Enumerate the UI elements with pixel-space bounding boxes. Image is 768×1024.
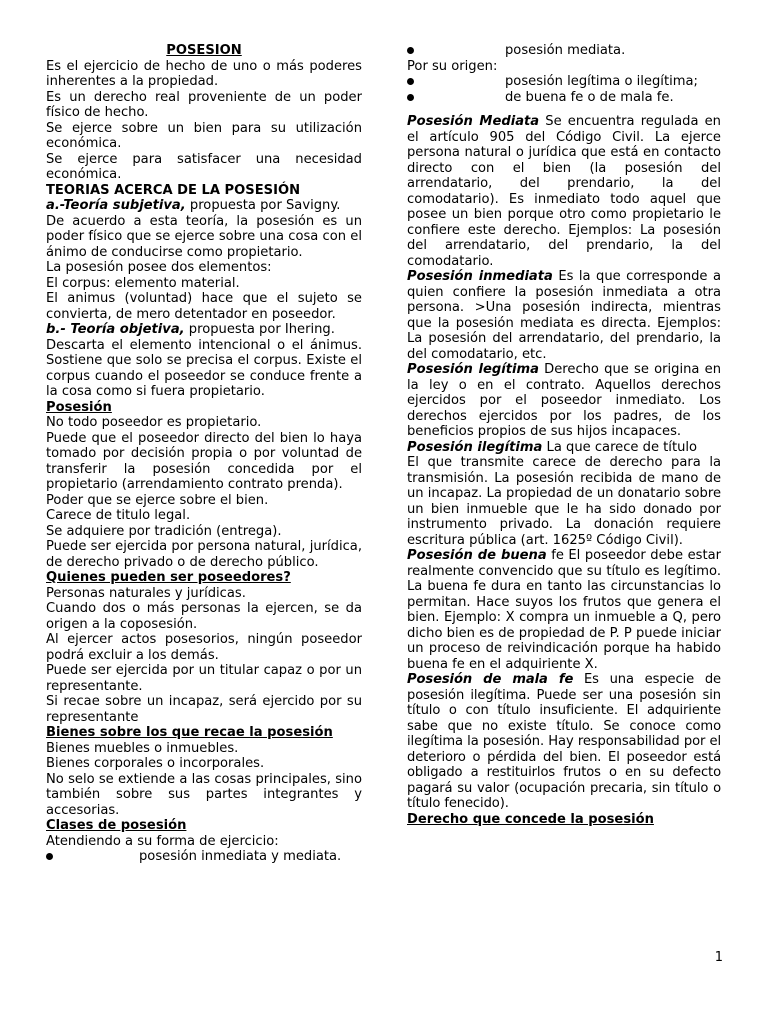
mediata-text: Se encuentra regulada en el artículo 905 del Código Civil. La ejerce persona natural o jurídica que está en contacto directo con el bien (la posesión del arrendatario, del prendario, la del comodatario). Es inmediato todo aquel que posee un bien porque otro como propietario le confiere este derecho. Ejemplos: La posesión del arrendatario, del prendario, la del comodatario. xyxy=(407,114,721,269)
right-column xyxy=(407,43,721,827)
bullet-dot-icon xyxy=(46,853,53,860)
body-paragraph: El que transmite carece de derecho para la transmisión. La posesión recibida de mano de un incapaz. La propiedad de un donatario sobre un bien inmueble que le ha sido donado por instrumento privado. La donación requiere escritura pública (art. 1625º Código Civil). xyxy=(407,455,721,548)
legitima-term: Posesión legítima xyxy=(407,362,539,377)
legitima-text: Derecho que se origina en la ley o en el contrato. Aquellos derechos ejercidos por el poseedor inmediato. Los derechos ejercidos por los padres, de los beneficios propios de sus hijos incapaces. xyxy=(407,362,721,439)
page-number: 1 xyxy=(714,950,723,965)
objetiva-rest: propuesta por Ihering. xyxy=(184,322,335,337)
list-item-text: posesión mediata. xyxy=(505,43,626,58)
bullet-list xyxy=(46,849,362,865)
objetiva-term: b.- Teoría objetiva, xyxy=(46,322,185,337)
body-paragraph: Bienes muebles o inmuebles. xyxy=(46,740,239,756)
bullet-dot-icon xyxy=(407,78,414,85)
list-item xyxy=(407,90,721,106)
ilegitima-term: Posesión ilegítima xyxy=(407,439,543,455)
body-paragraph: El animus (voluntad) hace que el sujeto se convierta, de mero detentador en poseedor. xyxy=(46,291,362,322)
list-item xyxy=(46,849,362,865)
inmediata-term: Posesión inmediata xyxy=(407,269,553,284)
legitima-paragraph xyxy=(407,362,721,440)
bullet-list xyxy=(407,74,721,105)
body-paragraph: No selo se extiende a las cosas principales, sino también sobre sus partes integrantes y accesorias. xyxy=(46,771,362,818)
definition-paragraph: Se ejerce para satisfacer una necesidad económica. xyxy=(46,151,362,182)
list-item-text: posesión inmediata y mediata. xyxy=(139,849,342,864)
subjetiva-rest: propuesta por Savigny. xyxy=(185,198,341,213)
spacer xyxy=(407,105,721,114)
subjetiva-paragraph xyxy=(46,198,362,214)
section-heading-derecho: Derecho que concede la posesión xyxy=(407,811,654,827)
body-paragraph: Puede que el poseedor directo del bien lo haya tomado por decisión propia o por voluntad de transferir la posesión concedida por el propietario (arrendamiento contrato prenda). xyxy=(46,430,362,492)
inmediata-paragraph xyxy=(407,269,721,362)
definition-paragraph: Es el ejercicio de hecho de uno o más poderes inherentes a la propiedad. xyxy=(46,58,362,89)
body-paragraph: Cuando dos o más personas la ejercen, se da origen a la coposesión. xyxy=(46,601,362,632)
body-paragraph: Al ejercer actos posesorios, ningún poseedor podrá excluir a los demás. xyxy=(46,632,362,663)
section-heading-clases: Clases de posesión xyxy=(46,818,187,833)
ilegitima-text: La que carece de título xyxy=(542,439,698,455)
list-item-text: posesión legítima o ilegítima; xyxy=(505,74,698,89)
objetiva-paragraph xyxy=(46,322,362,338)
mala-fe-text: Es una especie de posesión ilegítima. Puede ser una posesión sin título o con título insuficiente. El adquiriente sabe que no existe título. Se conoce como ilegítima la posesión. Hay responsabilidad por el deterioro o pérdida del bien. El poseedor está obligado a restituirlos frutos o en su defecto pagará su valor (ocupación precaria, sin título o título fenecido). xyxy=(407,672,721,811)
left-column xyxy=(46,43,362,865)
section-heading-bienes: Bienes sobre los que recae la posesión xyxy=(46,725,333,740)
body-paragraph: Descarta el elemento intencional o el ánimus. Sostiene que solo se precisa el corpus. Existe el corpus cuando el poseedor se conduce frente a la cosa como si fuera propietario. xyxy=(46,337,362,399)
ilegitima-paragraph xyxy=(407,440,721,456)
body-paragraph: Si recae sobre un incapaz, será ejercido por su representante xyxy=(46,694,362,725)
bullet-dot-icon xyxy=(407,94,414,101)
body-paragraph: Por su origen: xyxy=(407,58,498,74)
body-paragraph: Puede ser ejercida por persona natural, jurídica, de derecho privado o de derecho público. xyxy=(46,539,362,570)
list-item-text: de buena fe o de mala fe. xyxy=(505,89,674,105)
body-paragraph: No todo poseedor es propietario. xyxy=(46,415,262,430)
body-paragraph: La posesión posee dos elementos: xyxy=(46,260,272,275)
body-paragraph: Carece de titulo legal. xyxy=(46,508,191,523)
buena-fe-term: Posesión de buena xyxy=(407,548,547,563)
body-paragraph: Puede ser ejercida por un titular capaz o por un representante. xyxy=(46,663,362,694)
list-item xyxy=(407,74,721,90)
mala-fe-term: Posesión de mala fe xyxy=(407,672,574,687)
body-paragraph: Poder que se ejerce sobre el bien. xyxy=(46,492,269,508)
section-heading-posesion: Posesión xyxy=(46,399,112,415)
section-heading-quienes: Quienes pueden ser poseedores? xyxy=(46,570,291,585)
body-paragraph: Se adquiere por tradición (entrega). xyxy=(46,523,282,539)
section-heading-teorias: TEORIAS ACERCA DE LA POSESIÓN xyxy=(46,182,301,198)
body-paragraph: El corpus: elemento material. xyxy=(46,275,240,291)
definition-paragraph: Se ejerce sobre un bien para su utilización económica. xyxy=(46,120,362,151)
bullet-list xyxy=(407,43,721,59)
body-paragraph: Personas naturales y jurídicas. xyxy=(46,585,246,601)
list-item xyxy=(407,43,721,59)
buena-fe-paragraph xyxy=(407,548,721,672)
subjetiva-term: a.-Teoría subjetiva, xyxy=(46,198,186,213)
bullet-dot-icon xyxy=(407,47,414,54)
inmediata-text: Es la que corresponde a quien confiere la posesión inmediata a otra persona. >Una posesión indirecta, mientras que la posesión mediata es directa. Ejemplos: La posesión del arrendatario, del prendario, la del comodatario, etc. xyxy=(407,269,721,362)
buena-fe-text: fe El poseedor debe estar realmente convencido que su título es legítimo. La buena fe dura en tanto las circunstancias lo permitan. Hace suyos los frutos que genera el bien. Ejemplo: X compra un inmueble a Q, pero dicho bien es de propiedad de P. P puede iniciar un proceso de reivindicación porque ha habido buena fe en el adquiriente X. xyxy=(407,548,721,672)
body-paragraph: De acuerdo a esta teoría, la posesión es un poder físico que se ejerce sobre una cosa con el ánimo de conducirse como propietario. xyxy=(46,213,362,260)
mediata-term: Posesión Mediata xyxy=(407,114,540,129)
definition-paragraph: Es un derecho real proveniente de un poder físico de hecho. xyxy=(46,89,362,120)
body-paragraph: Bienes corporales o incorporales. xyxy=(46,756,265,771)
mediata-paragraph xyxy=(407,114,721,269)
mala-fe-paragraph xyxy=(407,672,721,812)
body-paragraph: Atendiendo a su forma de ejercicio: xyxy=(46,833,279,849)
document-title: POSESION xyxy=(166,43,242,58)
